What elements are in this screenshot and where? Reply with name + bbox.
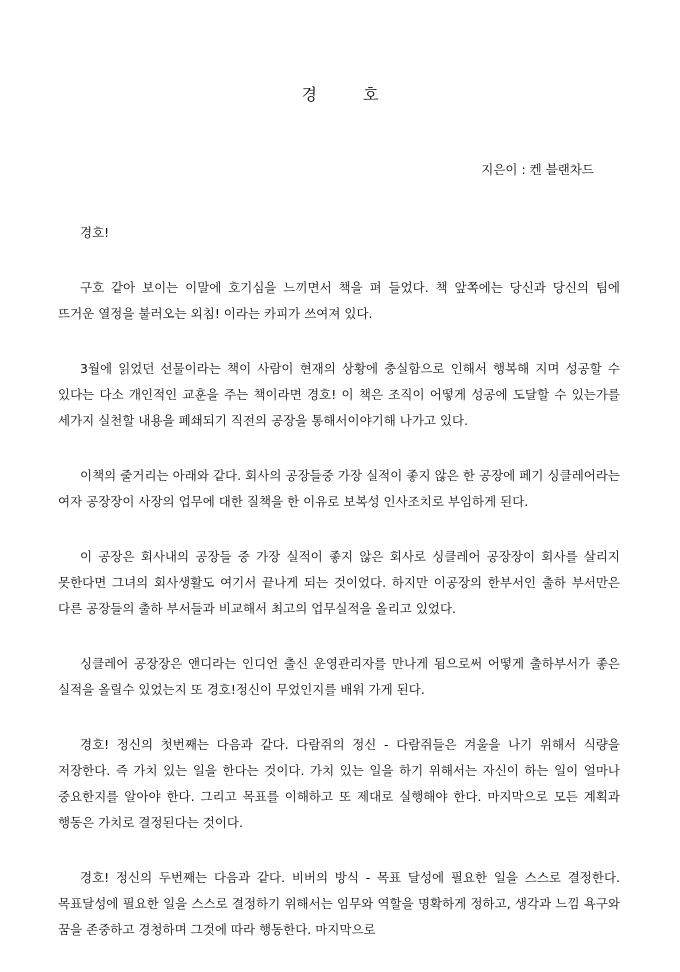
paragraph-4: 이책의 줄거리는 아래와 같다. 회사의 공장들중 가장 실적이 좋지 않은 한 공장에 페기 싱클레어라는 여자 공장장이 사장의 업무에 대한 질책을 한 이유로 보복성 인사조치로 부임하게 된다.	[58, 468, 620, 509]
paragraph-2: 구호 같아 보이는 이말에 호기심을 느끼면서 책을 펴 들었다. 책 앞쪽에는 당신과 당신의 팀에 뜨거운 열정을 불러오는 외침! 이라는 카피가 쓰여져 있다.	[58, 280, 620, 321]
title-char-1: 경	[301, 85, 317, 104]
paragraph-5: 이 공장은 회사내의 공장들 중 가장 실적이 좋지 않은 회사로 싱클레어 공장장이 회사를 살리지 못한다면 그녀의 회사생활도 여기서 끝나게 되는 것이었다. 하지만 이공장의 한부서인 출하 부서만은 다른 공장들의 출하 부서들과 비교해서 최고의 업무실적을 올리고 있었다.	[58, 549, 620, 616]
paragraph-7: 경호! 정신의 첫번째는 다음과 같다. 다람쥐의 정신 - 다람쥐들은 겨울을 나기 위해서 식량을 저장한다. 즉 가치 있는 일을 한다는 것이다. 가치 있는 일을 하기 위해서는 자신이 하는 일이 얼마나 중요한지를 알아야 한다. 그리고 목표를 이해하고 또 제대로 실행해야 한다. 마지막으로 모든 계획과 행동은 가치로 결정된다는 것이다.	[58, 737, 620, 830]
document-body	[58, 220, 620, 972]
paragraph-8: 경호! 정신의 두번째는 다음과 같다. 비버의 방식 - 목표 달성에 필요한 일을 스스로 결정한다. 목표달성에 필요한 일을 스스로 결정하기 위해서는 임무와 역할을 명확하게 정하고, 생각과 느낌 욕구와 꿈을 존중하고 경청하며 그것에 따라 행동한다. 마지막으로	[58, 870, 620, 937]
author-line: 지은이 : 켄 블랜차드	[481, 162, 594, 177]
title-char-2: 호	[363, 85, 379, 104]
page-title	[0, 82, 680, 105]
paragraph-3: 3월에 읽었던 선물이라는 책이 사람이 현재의 상황에 충실함으로 인해서 행복해 지며 성공할 수 있다는 다소 개인적인 교훈을 주는 책이라면 경호! 이 책은 조직이 어떻게 성공에 도달할 수 있는가를 세가지 실천할 내용을 폐쇄되기 직전의 공장을 통해서이야기해 나가고 있다.	[58, 361, 620, 428]
paragraph-1: 경호!	[80, 225, 110, 240]
paragraph-6: 싱클레어 공장장은 앤디라는 인디언 출신 운영관리자를 만나게 됨으로써 어떻게 출하부서가 좋은 실적을 올릴수 있었는지 또 경호!정신이 무었인지를 배워 가게 된다.	[58, 656, 620, 697]
